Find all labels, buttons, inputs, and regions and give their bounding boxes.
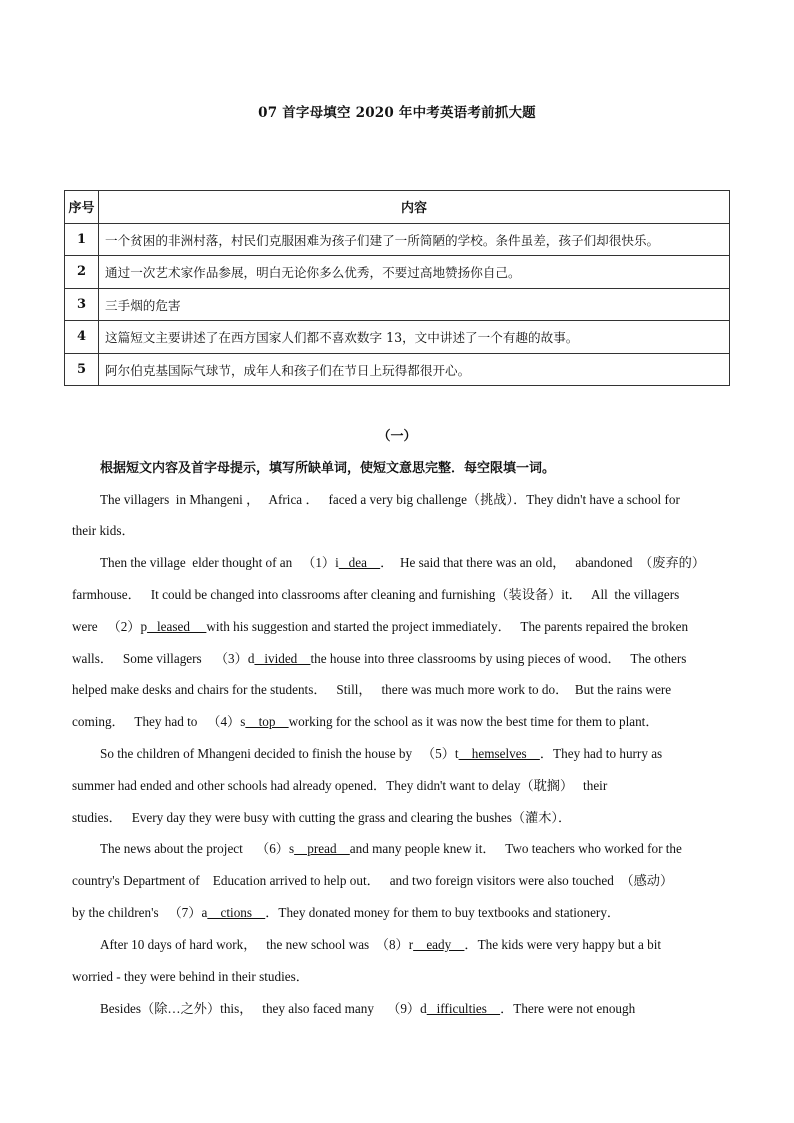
passage-text: their kids．	[72, 523, 135, 538]
passage-line	[72, 679, 671, 698]
page-title: 07 首字母填空 2020 年中考英语考前抓大题	[258, 105, 536, 121]
answer-blank[interactable]: ivided	[254, 651, 311, 666]
passage-text: country's Department of Education arrived to help out． and two foreign visitors were also touched （感动）	[72, 873, 674, 888]
passage-text: with his suggestion and started the project immediately． The parents repaired the broken	[206, 619, 689, 634]
row-content: 这篇短文主要讲述了在西方国家人们都不喜欢数字 13，文中讲述了一个有趣的故事。	[99, 321, 730, 354]
passage-line	[72, 648, 686, 667]
passage-line	[72, 902, 620, 921]
answer-blank[interactable]: pread	[294, 841, 350, 856]
passage-line	[72, 520, 135, 539]
passage-text: ． He said that there was an old， abandoned （废弃的）	[380, 555, 706, 570]
topics-table	[64, 190, 730, 386]
answer-blank[interactable]: leased	[147, 619, 207, 634]
passage-line	[100, 743, 662, 762]
table-row	[65, 256, 730, 289]
header-content: 内容	[99, 191, 730, 224]
passage-text: walls． Some villagers （3）d	[72, 651, 255, 666]
row-content: 三手烟的危害	[99, 288, 730, 321]
row-number: 1	[65, 223, 99, 256]
passage-text: coming． They had to （4）s	[72, 714, 246, 729]
answer-blank[interactable]: dea	[338, 555, 381, 570]
answer-blank[interactable]: eady	[413, 937, 465, 952]
row-number: 4	[65, 321, 99, 354]
table-header-row	[65, 191, 730, 224]
passage-line	[72, 966, 309, 985]
row-content: 通过一次艺术家作品参展，明白无论你多么优秀，不要过高地赞扬你自己。	[99, 256, 730, 289]
row-content: 一个贫困的非洲村落，村民们克服困难为孩子们建了一所简陋的学校。条件虽差，孩子们却很快乐。	[99, 223, 730, 256]
passage-line	[72, 870, 673, 889]
passage-text: Then the village elder thought of an （1）i	[100, 555, 339, 570]
answer-blank[interactable]: top	[245, 714, 289, 729]
row-content: 阿尔伯克基国际气球节，成年人和孩子们在节日上玩得都很开心。	[99, 353, 730, 386]
answer-blank[interactable]: ifficulties	[426, 1001, 501, 1016]
passage-text: by the children's （7）a	[72, 905, 208, 920]
passage-line	[72, 616, 688, 635]
passage-text: worried - they were behind in their studies．	[72, 969, 309, 984]
row-number: 5	[65, 353, 99, 386]
passage-text: The villagers in Mhangeni ， Africa ． faced a very big challenge（挑战）．They didn't have a school for	[100, 492, 680, 507]
passage-line	[72, 584, 679, 603]
passage-text: Besides（除…之外）this， they also faced many （9）d	[100, 1001, 427, 1016]
answer-blank[interactable]: ctions	[207, 905, 266, 920]
passage-text: the house into three classrooms by using pieces of wood． The others	[310, 651, 687, 666]
row-number: 2	[65, 256, 99, 289]
passage-line	[72, 807, 571, 826]
instruction-text: 根据短文内容及首字母提示，填写所缺单词，使短文意思完整．每空限填一词。	[100, 461, 556, 476]
section-heading: （一）	[377, 429, 417, 444]
passage-text: summer had ended and other schools had already opened．They didn't want to delay（耽搁） their	[72, 778, 608, 793]
answer-blank[interactable]: hemselves	[458, 746, 540, 761]
passage-text: and many people knew it． Two teachers who worked for the	[349, 841, 682, 856]
passage-text: studies． Every day they were busy with cutting the grass and clearing the bushes（灌木）．	[72, 810, 572, 825]
passage-line	[100, 552, 705, 571]
passage-line	[100, 489, 680, 508]
passage-text: So the children of Mhangeni decided to finish the house by （5）t	[100, 746, 459, 761]
passage-text: After 10 days of hard work， the new school was （8）r	[100, 937, 414, 952]
passage-text: ．The kids were very happy but a bit	[464, 937, 662, 952]
passage-line	[100, 934, 661, 953]
passage-text: The news about the project （6）s	[100, 841, 295, 856]
table-row	[65, 353, 730, 386]
passage-text: helped make desks and chairs for the students． Still， there was much more work to do． But the rains were	[72, 682, 672, 697]
passage-line	[72, 775, 607, 794]
passage-text: ．They donated money for them to buy textbooks and stationery．	[265, 905, 621, 920]
header-index: 序号	[65, 191, 99, 224]
passage-text: ．There were not enough	[500, 1001, 636, 1016]
passage-text: working for the school as it was now the best time for them to plant．	[288, 714, 659, 729]
passage-text: ．They had to hurry as	[539, 746, 663, 761]
passage-line	[72, 711, 659, 730]
table-row	[65, 321, 730, 354]
passage-text: were （2）p	[72, 619, 148, 634]
passage-text: farmhouse． It could be changed into classrooms after cleaning and furnishing（装设备）it． All the villagers	[72, 587, 680, 602]
passage-line	[100, 998, 635, 1017]
table-row	[65, 288, 730, 321]
row-number: 3	[65, 288, 99, 321]
table-row	[65, 223, 730, 256]
passage-line	[100, 838, 682, 857]
